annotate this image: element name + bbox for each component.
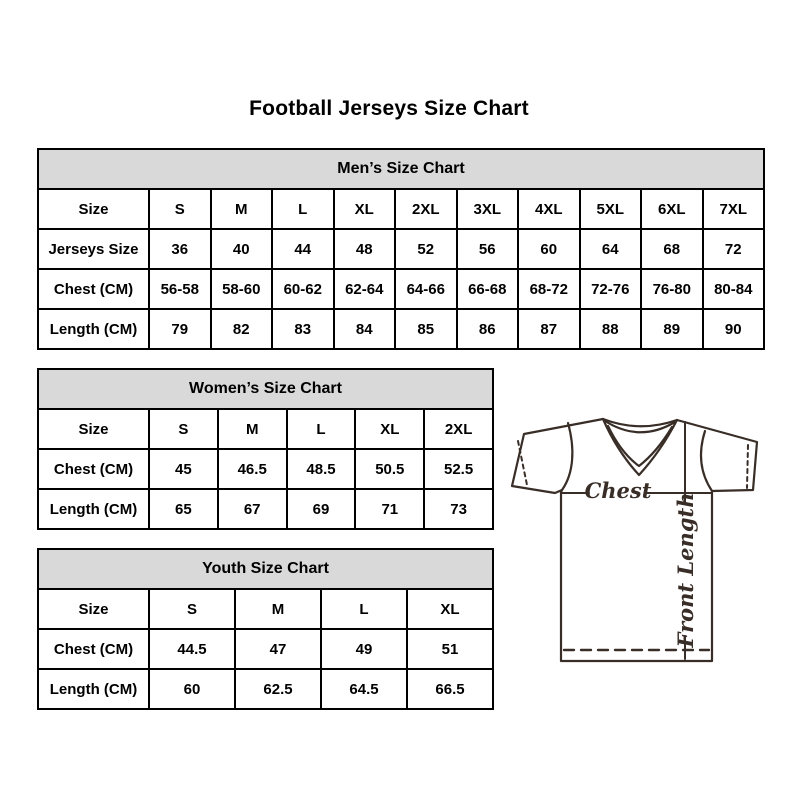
size-cell: XL [355, 409, 424, 449]
size-cell: 64 [580, 229, 642, 269]
size-cell: 52 [395, 229, 457, 269]
size-cell: 83 [272, 309, 334, 349]
size-cell: 73 [424, 489, 493, 529]
front-length-label: Front Length [673, 492, 698, 648]
size-cell: 46.5 [218, 449, 287, 489]
table-row [38, 489, 493, 529]
mens-size-table [37, 148, 765, 350]
size-cell: M [211, 189, 273, 229]
row-label: Chest (CM) [38, 629, 149, 669]
size-cell: 90 [703, 309, 765, 349]
size-cell: 89 [641, 309, 703, 349]
size-cell: M [218, 409, 287, 449]
size-cell: 69 [287, 489, 356, 529]
row-label: Chest (CM) [38, 269, 149, 309]
size-cell: 51 [407, 629, 493, 669]
size-cell: 71 [355, 489, 424, 529]
size-cell: 2XL [424, 409, 493, 449]
table-title-row [38, 369, 493, 409]
jersey-outline [512, 419, 757, 661]
jersey-armhole-right [701, 431, 712, 491]
size-cell: 48 [334, 229, 396, 269]
size-cell: 36 [149, 229, 211, 269]
table-row [38, 269, 764, 309]
row-label: Length (CM) [38, 489, 149, 529]
size-cell: 44.5 [149, 629, 235, 669]
size-cell: 68 [641, 229, 703, 269]
row-label: Length (CM) [38, 309, 149, 349]
size-cell: 6XL [641, 189, 703, 229]
size-cell: 58-60 [211, 269, 273, 309]
size-cell: 85 [395, 309, 457, 349]
size-cell: 50.5 [355, 449, 424, 489]
size-cell: 64-66 [395, 269, 457, 309]
table-title-row [38, 549, 493, 589]
size-cell: 66.5 [407, 669, 493, 709]
size-cell: 79 [149, 309, 211, 349]
jersey-armhole-left [562, 423, 572, 490]
womens-size-table [37, 368, 494, 530]
table-row [38, 449, 493, 489]
size-cell: M [235, 589, 321, 629]
size-cell: 87 [518, 309, 580, 349]
size-cell: XL [407, 589, 493, 629]
row-label: Size [38, 589, 149, 629]
size-cell: 47 [235, 629, 321, 669]
size-cell: 86 [457, 309, 519, 349]
table-row [38, 589, 493, 629]
table-title-row [38, 149, 764, 189]
size-cell: 60 [518, 229, 580, 269]
size-cell: 80-84 [703, 269, 765, 309]
size-cell: 56-58 [149, 269, 211, 309]
size-cell: 44 [272, 229, 334, 269]
table-row [38, 189, 764, 229]
size-cell: 72-76 [580, 269, 642, 309]
jersey-cuff-dash-left [518, 441, 527, 485]
size-cell: 62-64 [334, 269, 396, 309]
size-cell: 64.5 [321, 669, 407, 709]
size-cell: 72 [703, 229, 765, 269]
youth-size-table [37, 548, 494, 710]
size-cell: S [149, 409, 218, 449]
row-label: Size [38, 409, 149, 449]
table-row [38, 309, 764, 349]
size-cell: 60 [149, 669, 235, 709]
size-cell: L [287, 409, 356, 449]
size-cell: 88 [580, 309, 642, 349]
size-cell: 62.5 [235, 669, 321, 709]
row-label: Chest (CM) [38, 449, 149, 489]
size-cell: 40 [211, 229, 273, 269]
size-cell: 67 [218, 489, 287, 529]
table-row [38, 629, 493, 669]
chest-label: Chest [584, 478, 652, 503]
page-title: Football Jerseys Size Chart [249, 97, 529, 120]
jersey-cuff-dash-right [747, 445, 748, 488]
size-cell: XL [334, 189, 396, 229]
row-label: Jerseys Size [38, 229, 149, 269]
size-cell: 48.5 [287, 449, 356, 489]
size-cell: 5XL [580, 189, 642, 229]
size-cell: 3XL [457, 189, 519, 229]
size-cell: L [321, 589, 407, 629]
size-cell: 60-62 [272, 269, 334, 309]
size-cell: 7XL [703, 189, 765, 229]
table-row [38, 229, 764, 269]
size-cell: 4XL [518, 189, 580, 229]
size-cell: 84 [334, 309, 396, 349]
table-title: Women’s Size Chart [38, 369, 493, 409]
table-row [38, 669, 493, 709]
size-cell: 49 [321, 629, 407, 669]
row-label: Length (CM) [38, 669, 149, 709]
size-cell: L [272, 189, 334, 229]
size-cell: 65 [149, 489, 218, 529]
size-cell: 45 [149, 449, 218, 489]
table-row [38, 409, 493, 449]
size-cell: S [149, 189, 211, 229]
size-cell: 76-80 [641, 269, 703, 309]
table-title: Youth Size Chart [38, 549, 493, 589]
size-cell: S [149, 589, 235, 629]
size-cell: 52.5 [424, 449, 493, 489]
jersey-diagram [505, 413, 770, 668]
size-cell: 68-72 [518, 269, 580, 309]
table-title: Men’s Size Chart [38, 149, 764, 189]
size-cell: 82 [211, 309, 273, 349]
size-cell: 2XL [395, 189, 457, 229]
size-cell: 66-68 [457, 269, 519, 309]
row-label: Size [38, 189, 149, 229]
size-cell: 56 [457, 229, 519, 269]
